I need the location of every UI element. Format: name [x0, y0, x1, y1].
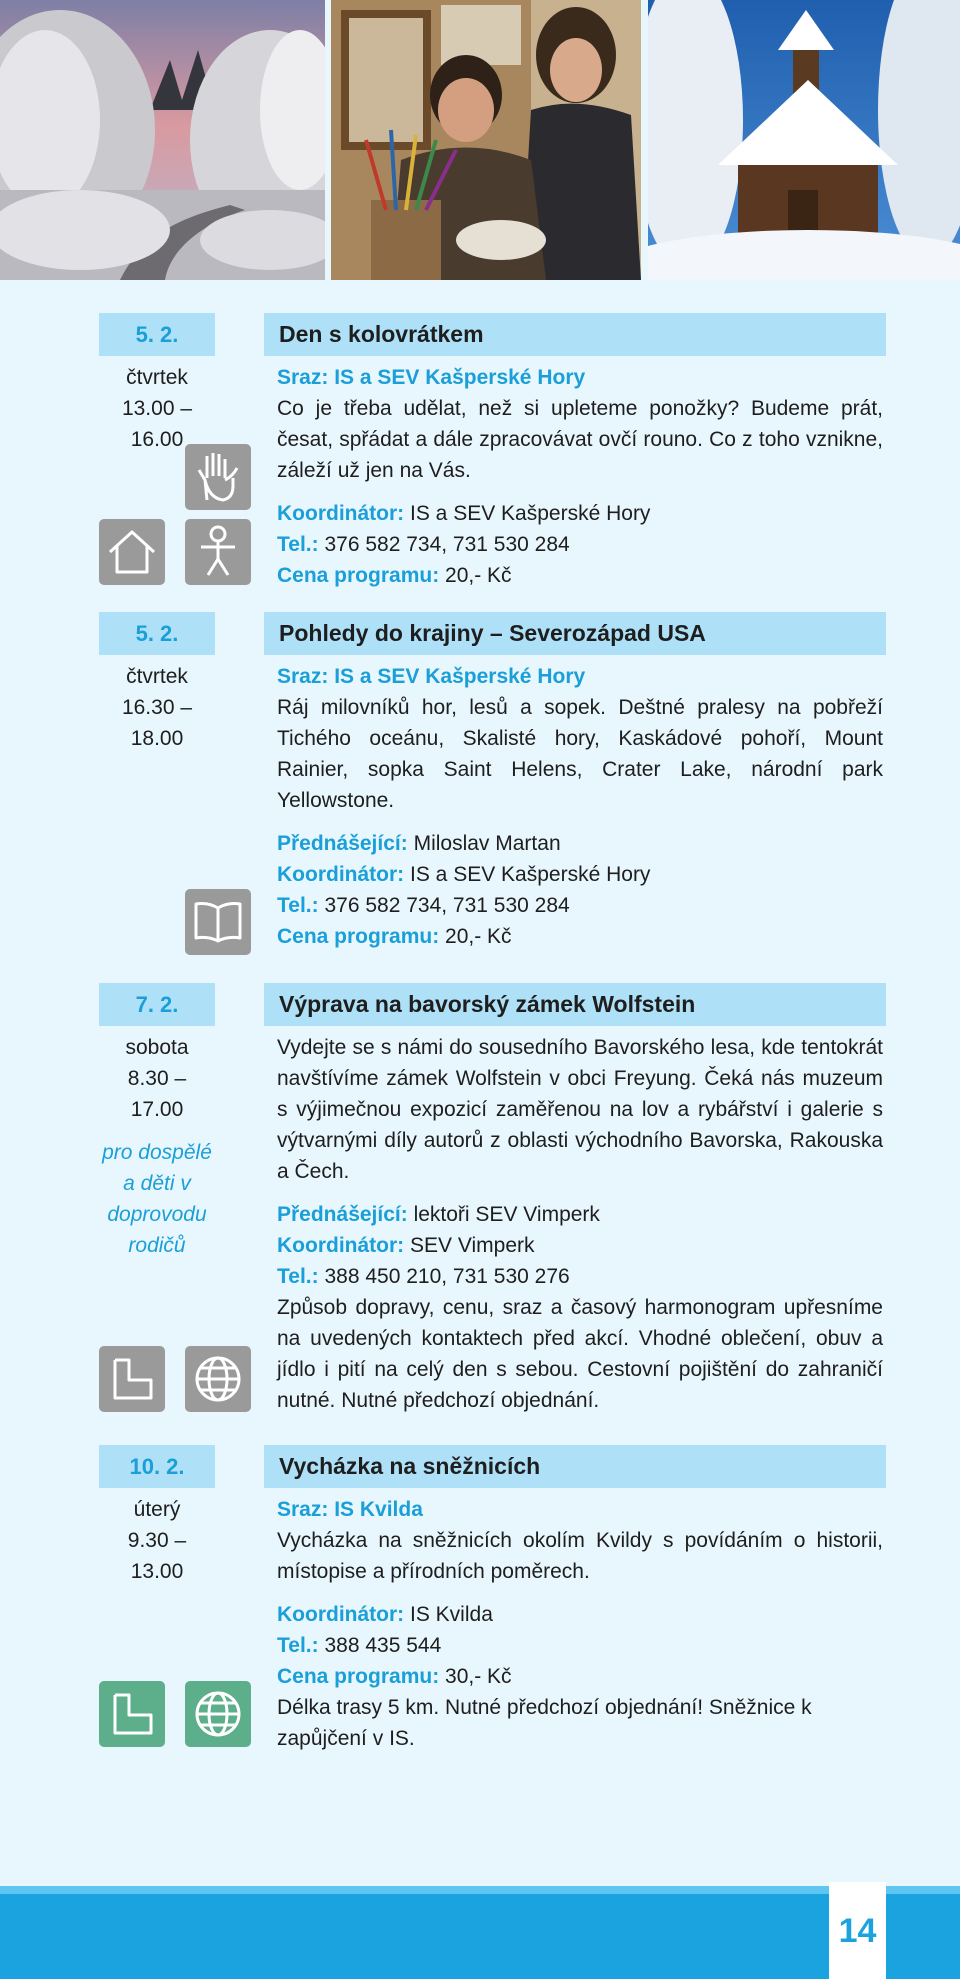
page-number: 14: [829, 1882, 886, 1979]
trail-route-icon: [99, 1681, 165, 1747]
photo-craft-workshop: [331, 0, 641, 280]
lecturer-label: Přednášející:: [277, 832, 408, 855]
footer-stripe: [0, 1886, 960, 1894]
event-content: [277, 362, 883, 591]
meeting-label: Sraz:: [277, 366, 329, 389]
price-label: Cena programu:: [277, 925, 440, 948]
globe-icon: [185, 1346, 251, 1412]
event-title: Pohledy do krajiny – Severozápad USA: [264, 612, 886, 655]
event-time-block: [99, 362, 215, 455]
coordinator-value: IS a SEV Kašperské Hory: [410, 502, 651, 525]
phone-label: Tel.:: [277, 533, 319, 556]
phone-value: 376 582 734, 731 530 284: [324, 533, 570, 556]
coordinator-label: Koordinátor:: [277, 863, 405, 886]
phone-value: 388 450 210, 731 530 276: [324, 1265, 570, 1288]
price-value: 20,- Kč: [445, 564, 512, 587]
trail-route-icon: [99, 1346, 165, 1412]
footer-band: [0, 1894, 960, 1979]
coordinator-value: IS a SEV Kašperské Hory: [410, 863, 651, 886]
coordinator-label: Koordinátor:: [277, 1603, 405, 1626]
lecturer-value: Miloslav Martan: [413, 832, 561, 855]
event-time: 16.30 – 18.00: [121, 696, 193, 750]
event-content: [277, 1032, 883, 1416]
phone-value: 388 435 544: [324, 1634, 442, 1657]
price-label: Cena programu:: [277, 1665, 440, 1688]
event-date: 10. 2.: [99, 1445, 215, 1488]
event-title: Vycházka na sněžnicích: [264, 1445, 886, 1488]
event-day: čtvrtek: [126, 366, 188, 389]
event-title: Výprava na bavorský zámek Wolfstein: [264, 983, 886, 1026]
event-extra-info: Délka trasy 5 km. Nutné předchozí objednání! Sněžnice k zapůjčení v IS.: [277, 1696, 812, 1750]
event-description: Co je třeba udělat, než si upleteme ponožky? Budeme prát, česat, spřádat a dále zpracovávat ovčí rouno. Co z toho vznikne, záleží už jen na Vás.: [277, 397, 883, 482]
coordinator-label: Koordinátor:: [277, 1234, 405, 1257]
lecturer-label: Přednášející:: [277, 1203, 408, 1226]
event-time-block: [99, 1032, 215, 1261]
photo-frosty-landscape: [0, 0, 325, 280]
price-value: 30,- Kč: [445, 1665, 512, 1688]
phone-value: 376 582 734, 731 530 284: [324, 894, 570, 917]
event-time: 9.30 – 13.00: [127, 1529, 187, 1583]
price-value: 20,- Kč: [445, 925, 512, 948]
open-book-icon: [185, 889, 251, 955]
phone-label: Tel.:: [277, 1634, 319, 1657]
event-date: 5. 2.: [99, 612, 215, 655]
event-audience-note: pro dospělé a děti v doprovodu rodičů: [102, 1141, 212, 1257]
event-day: úterý: [133, 1498, 181, 1521]
event-description: Vydejte se s námi do sousedního Bavorského lesa, kde tentokrát navštívíme zámek Wolfstein v obci Freyung. Čeká nás muzeum s výjimečnou expozicí zaměřenou na lov a rybářství i galerie s výtvarnými díly autorů z oblasti východního Bavorska, Rakouska a Čech.: [277, 1036, 883, 1183]
event-description: Ráj milovníků hor, lesů a sopek. Deštné pralesy na pobřeží Tichého oceánu, Skalisté hory, Kaskádové pohoří, Mount Rainier, sopka Saint Helens, Crater Lake, národní park Yellowstone.: [277, 696, 883, 812]
photo-strip: [0, 0, 960, 280]
lecturer-value: lektoři SEV Vimperk: [413, 1203, 600, 1226]
meeting-label: Sraz:: [277, 665, 329, 688]
child-figure-icon: [185, 519, 251, 585]
event-time-block: [99, 1494, 215, 1587]
meeting-value: IS a SEV Kašperské Hory: [334, 665, 586, 688]
house-icon: [99, 519, 165, 585]
event-date: 7. 2.: [99, 983, 215, 1026]
event-content: [277, 1494, 883, 1754]
meeting-value: IS Kvilda: [334, 1498, 423, 1521]
coordinator-label: Koordinátor:: [277, 502, 405, 525]
event-day: sobota: [125, 1036, 189, 1059]
event-time: 8.30 – 17.00: [127, 1067, 187, 1121]
event-time-block: [99, 661, 215, 754]
hand-icon: [185, 444, 251, 510]
phone-label: Tel.:: [277, 894, 319, 917]
photo-snowy-chapel: [648, 0, 960, 280]
meeting-value: IS a SEV Kašperské Hory: [334, 366, 586, 389]
event-extra-info: Způsob dopravy, cenu, sraz a časový harmonogram upřesníme na uvedených kontaktech před akcí. Vhodné oblečení, obuv a jídlo i pití na celý den s sebou. Cestovní pojištění do zahraničí nutné. Nutné předchozí objednání.: [277, 1296, 883, 1412]
meeting-label: Sraz:: [277, 1498, 329, 1521]
event-title: Den s kolovrátkem: [264, 313, 886, 356]
event-day: čtvrtek: [126, 665, 188, 688]
coordinator-value: IS Kvilda: [410, 1603, 493, 1626]
event-date: 5. 2.: [99, 313, 215, 356]
price-label: Cena programu:: [277, 564, 440, 587]
globe-icon: [185, 1681, 251, 1747]
event-content: [277, 661, 883, 952]
event-description: Vycházka na sněžnicích okolím Kvildy s povídáním o historii, místopise a přírodních poměrech.: [277, 1529, 883, 1583]
event-time: 13.00 – 16.00: [121, 397, 193, 451]
phone-label: Tel.:: [277, 1265, 319, 1288]
coordinator-value: SEV Vimperk: [410, 1234, 535, 1257]
